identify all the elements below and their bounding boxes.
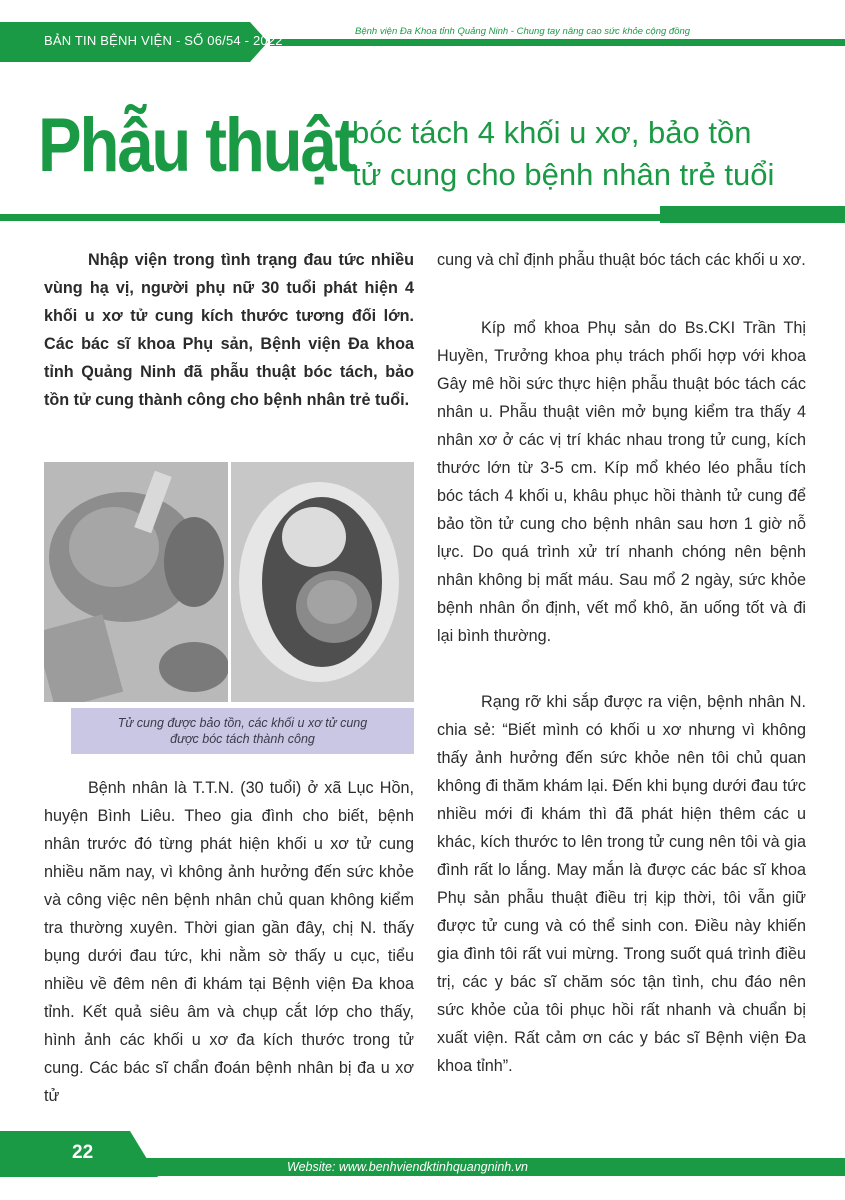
article-author: Phòng TT&HCQT	[695, 2, 786, 14]
photo-caption-line1: Tử cung được bảo tồn, các khối u xơ tử cung	[117, 716, 368, 730]
bulletin-issue-label: BẢN TIN BỆNH VIỆN - SỐ 06/54 - 2022	[44, 33, 283, 48]
header-rule	[270, 39, 845, 46]
article-subtitle-line2: tử cung cho bệnh nhân trẻ tuổi	[352, 157, 775, 192]
surgery-photo-image	[44, 462, 414, 702]
author-box	[660, 206, 845, 223]
header-band	[0, 22, 845, 62]
article-subtitle-line1: bóc tách 4 khối u xơ, bảo tồn	[352, 115, 752, 150]
surgery-photo	[44, 462, 414, 702]
body-paragraph-2: Kíp mổ khoa Phụ sản do Bs.CKI Trần Thị Huyền, Trưởng khoa phụ trách phối hợp với khoa Gây mê hồi sức thực hiện phẫu thuật bóc tách các nhân u. Phẫu thuật viên mở bụng kiểm tra thấy 4 nhân xơ ở các vị trí khác nhau trong tử cung, kích thước lớn từ 3-5 cm. Kíp mổ khéo léo phẫu tích bóc tách 4 khối u, khâu phục hồi thành tử cung để bảo tồn tử cung cho bệnh nhân sau hơn 1 giờ nỗ lực. Do quá trình xử trí nhanh chóng nên bệnh nhân không bị mất máu. Sau mổ 2 ngày, sức khỏe bệnh nhân ổn định, vết mổ khô, ăn uống tốt và đi lại bình thường.	[437, 319, 806, 645]
photo-caption	[71, 715, 414, 747]
author-bar	[0, 206, 845, 223]
body-paragraph-1: Bệnh nhân là T.T.N. (30 tuổi) ở xã Lục Hồn, huyện Bình Liêu. Theo gia đình cho biết, bệnh nhân trước đó từng phát hiện khối u xơ tử cung nhiều năm nay, vì không ảnh hưởng đến sức khỏe và công việc nên bệnh nhân chủ quan không kiểm tra thường xuyên. Thời gian gần đây, chị N. thấy bụng dưới đau tức, khi nằm sờ thấy u cục, tiểu nhiều về đêm nên đi khám tại Bệnh viện Đa khoa tỉnh. Kết quả siêu âm và chụp cắt lớp cho thấy, hình ảnh các khối u xơ đa kích thước trong tử cung. Các bác sĩ chẩn đoán bệnh nhân bị đa u xơ tử	[44, 779, 414, 1105]
hospital-tagline: Bệnh viện Đa Khoa tỉnh Quảng Ninh - Chung tay nâng cao sức khỏe cộng đồng	[355, 26, 691, 37]
photo-caption-line2: được bóc tách thành công	[170, 732, 315, 746]
page-number: 22	[72, 1142, 94, 1163]
author-rule	[0, 214, 660, 221]
body-paragraph-3: Rạng rỡ khi sắp được ra viện, bệnh nhân N. chia sẻ: “Biết mình có khối u xơ nhưng vì không thấy ảnh hưởng đến sức khỏe nên tôi chủ quan không đi thăm khám lại. Đến khi bụng dưới đau tức nhiều mới đi khám thì đã phát hiện thêm các u khác, kích thước to lên trong tử cung nên tôi và gia đình rất lo lắng. May mắn là được các bác sĩ khoa Phụ sản phẫu thuật điều trị kịp thời, tôi vẫn giữ được tử cung và có thể sinh con. Điều này khiến gia đình tôi rất vui mừng. Trong suốt quá trình điều trị, các y bác sĩ chăm sóc tận tình, chu đáo nên sức khỏe của tôi phục hồi rất nhanh và chuẩn bị xuất viện. Rất cảm ơn các y bác sĩ Bệnh viện Đa khoa tỉnh”.	[437, 693, 806, 1075]
article-lead: Nhập viện trong tình trạng đau tức nhiều vùng hạ vị, người phụ nữ 30 tuổi phát hiện 4 khối u xơ tử cung kích thước tương đối lớn. Các bác sĩ khoa Phụ sản, Bệnh viện Đa khoa tỉnh Quảng Ninh đã phẫu thuật bóc tách, bảo tồn tử cung thành công cho bệnh nhân trẻ tuổi.	[44, 251, 414, 409]
footer-website: Website: www.benhviendktinhquangninh.vn	[287, 1160, 528, 1174]
body-paragraph-1-continued: cung và chỉ định phẫu thuật bóc tách các khối u xơ.	[437, 251, 806, 269]
article-title-main: Phẫu thuật	[38, 103, 355, 188]
